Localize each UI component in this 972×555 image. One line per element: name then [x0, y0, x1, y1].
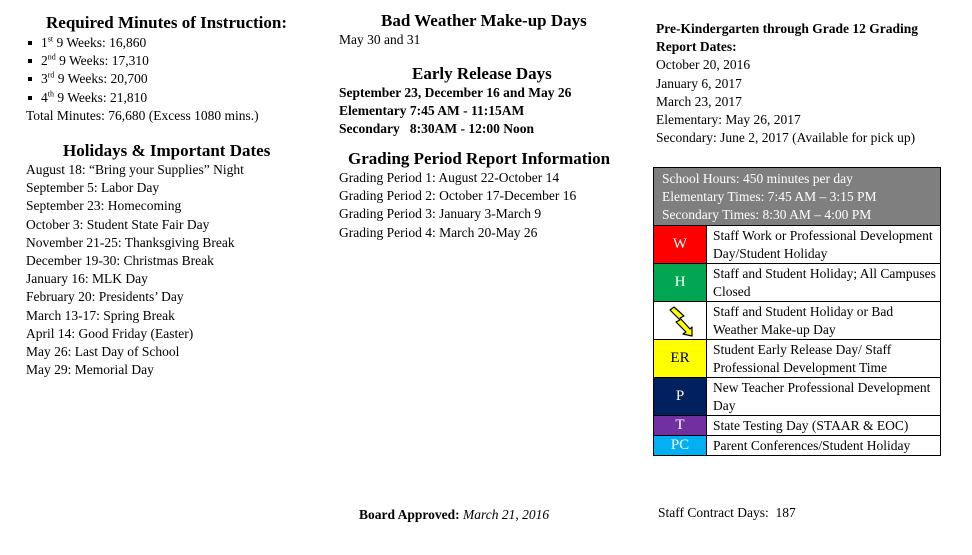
legend-desc: Student Early Release Day/ Staff Professional Development Time	[713, 342, 892, 375]
legend-desc: Staff and Student Holiday or Bad Weather Make-up Day	[713, 304, 894, 337]
board-approved-date: March 21, 2016	[463, 507, 550, 522]
grading-item: Grading Period 4: March 20-May 26	[339, 224, 538, 240]
calendar-legend	[653, 167, 941, 456]
minutes-total: Total Minutes: 76,680 (Excess 1080 mins.)	[26, 107, 259, 123]
legend-code-w: W	[654, 226, 707, 263]
minutes-item: 4th 9 Weeks: 21,810	[26, 89, 287, 107]
holiday-item: March 13-17: Spring Break	[26, 307, 175, 323]
minutes-item: 1st 9 Weeks: 16,860	[26, 34, 287, 52]
grading-item: Grading Period 2: October 17-December 16	[339, 188, 577, 204]
bad-weather-title: Bad Weather Make-up Days	[381, 11, 587, 30]
legend-code-h: H	[654, 264, 707, 301]
holidays-title: Holidays & Important Dates	[63, 141, 271, 160]
holiday-item: December 19-30: Christmas Break	[26, 253, 214, 269]
report-date-item: Secondary: June 2, 2017 (Available for pick up)	[656, 130, 916, 146]
board-approved	[359, 506, 549, 524]
legend-desc: Staff Work or Professional Development Day/Student Holiday	[713, 228, 933, 261]
report-date-item: October 20, 2016	[656, 57, 751, 73]
legend-row-t	[654, 415, 940, 435]
holidays-section	[26, 141, 270, 379]
legend-row-h	[654, 263, 940, 301]
minutes-item: 3rd 9 Weeks: 20,700	[26, 70, 287, 88]
grading-section	[339, 149, 610, 242]
legend-row-er	[654, 339, 940, 377]
minutes-section	[26, 13, 287, 125]
holiday-item: September 5: Labor Day	[26, 180, 160, 196]
legend-code-bad-weather	[654, 302, 707, 339]
legend-desc: Parent Conferences/Student Holiday	[713, 438, 911, 453]
bad-weather-text: May 30 and 31	[339, 32, 421, 47]
legend-desc: State Testing Day (STAAR & EOC)	[713, 418, 909, 433]
board-approved-label: Board Approved:	[359, 507, 460, 522]
holiday-item: January 16: MLK Day	[26, 271, 148, 287]
holiday-item: February 20: Presidents’ Day	[26, 289, 184, 305]
holiday-item: November 21-25: Thanksgiving Break	[26, 234, 235, 250]
legend-code-pc: PC	[654, 436, 707, 455]
early-release-elementary: Elementary 7:45 AM - 11:15AM	[339, 103, 525, 119]
report-date-item: January 6, 2017	[656, 75, 742, 91]
school-hours: School Hours: 450 minutes per day	[662, 171, 853, 186]
elementary-times: Elementary Times: 7:45 AM – 3:15 PM	[662, 189, 877, 204]
staff-contract-days: Staff Contract Days: 187	[658, 505, 796, 520]
holiday-item: May 29: Memorial Day	[26, 362, 154, 378]
minutes-title: Required Minutes of Instruction:	[46, 13, 287, 32]
holiday-item: May 26: Last Day of School	[26, 344, 180, 360]
legend-row-w	[654, 225, 940, 263]
legend-code-t: T	[654, 416, 707, 435]
school-hours-box	[654, 168, 940, 225]
legend-desc: Staff and Student Holiday; All Campuses Closed	[713, 266, 936, 299]
secondary-times: Secondary Times: 8:30 AM – 4:00 PM	[662, 207, 872, 222]
legend-code-er: ER	[654, 340, 707, 377]
early-release-section	[339, 64, 571, 139]
holiday-item: September 23: Homecoming	[26, 198, 182, 214]
minutes-list	[26, 34, 287, 107]
holiday-item: August 18: “Bring your Supplies” Night	[26, 162, 244, 177]
minutes-item: 2nd 9 Weeks: 17,310	[26, 52, 287, 70]
lightning-bolt-icon	[665, 305, 695, 337]
legend-row-bad-weather	[654, 301, 940, 339]
report-dates-section	[656, 20, 918, 147]
legend-row-p	[654, 377, 940, 415]
report-dates-title: Pre-Kindergarten through Grade 12 Grading	[656, 21, 918, 36]
early-release-title: Early Release Days	[412, 64, 552, 83]
report-dates-title-2: Report Dates:	[656, 39, 737, 55]
bad-weather-section	[339, 11, 587, 49]
report-date-item: Elementary: May 26, 2017	[656, 112, 801, 128]
grading-item: Grading Period 3: January 3-March 9	[339, 206, 542, 222]
grading-title: Grading Period Report Information	[348, 149, 611, 168]
legend-desc: New Teacher Professional Development Day	[713, 380, 931, 413]
grading-item: Grading Period 1: August 22-October 14	[339, 170, 560, 185]
holiday-item: April 14: Good Friday (Easter)	[26, 325, 194, 341]
early-release-dates: September 23, December 16 and May 26	[339, 85, 572, 100]
legend-code-p: P	[654, 378, 707, 415]
early-release-secondary: Secondary 8:30AM - 12:00 Noon	[339, 121, 534, 137]
report-date-item: March 23, 2017	[656, 93, 742, 109]
legend-row-pc	[654, 435, 940, 455]
holiday-item: October 3: Student State Fair Day	[26, 216, 210, 232]
